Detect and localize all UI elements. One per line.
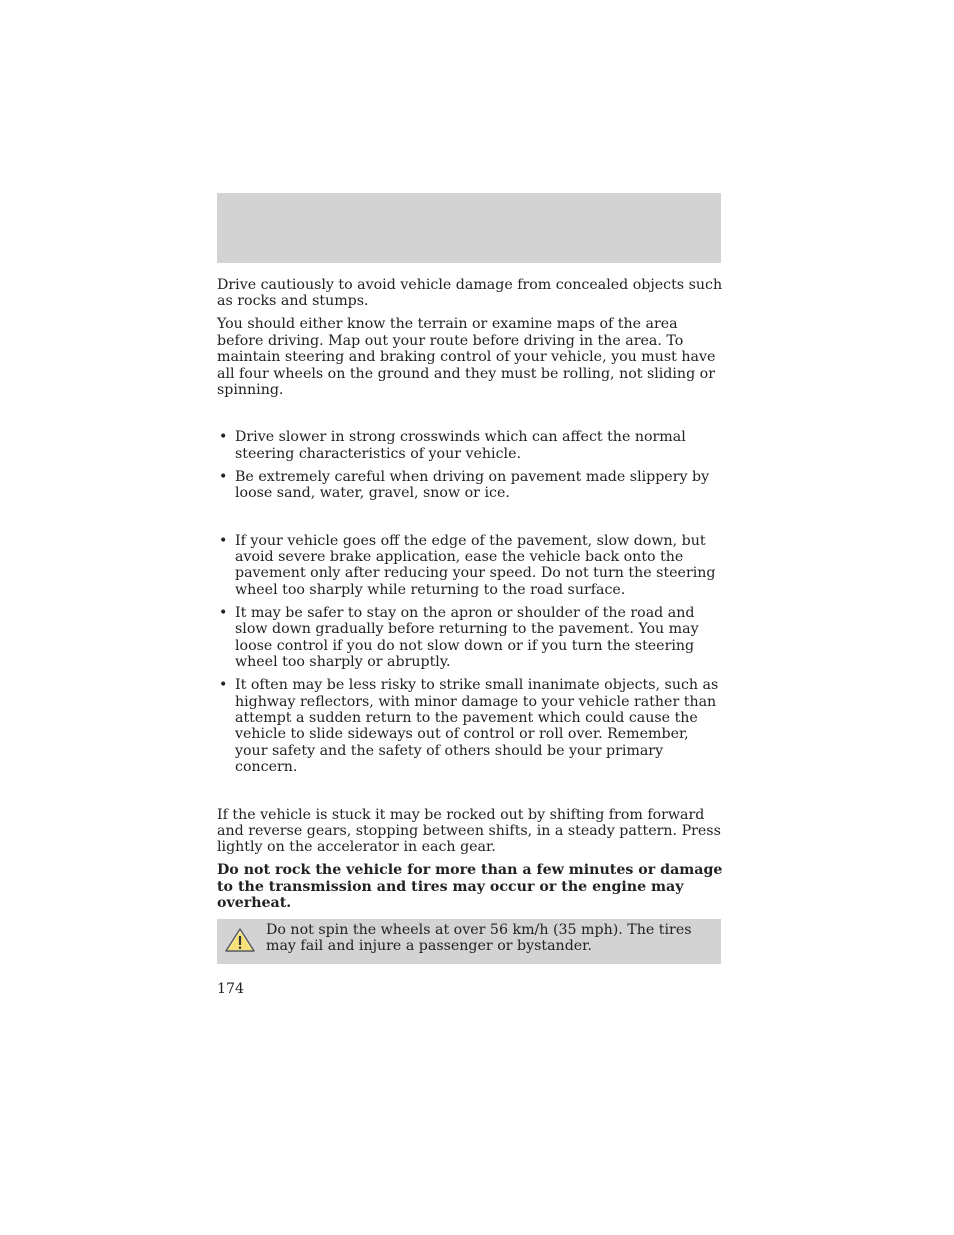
bullet-list — [217, 429, 723, 501]
page-content — [217, 277, 723, 964]
bullet-icon: • — [219, 429, 228, 446]
warning-text: Do not spin the wheels at over 56 km/h (35 mph). The tires may fail and injure a passenger or bystander. — [266, 921, 692, 954]
list-item: • It may be safer to stay on the apron or shoulder of the road and slow down gradually before returning to the pavement. You may loose control if you do not slow down or if you turn the steering wheel too sharply or abruptly. — [219, 604, 699, 671]
list-item: • It often may be less risky to strike small inanimate objects, such as highway reflectors, with minor damage to your vehicle rather than attempt a sudden return to the pavement which could cause the vehicle to slide sideways out of control or roll over. Remember, your safety and the safety of others should be your primary concern. — [219, 677, 719, 776]
stuck-paragraph: If the vehicle is stuck it may be rocked out by shifting from forward and reverse gears, stopping between shifts, in a steady pattern. Press lightly on the accelerator in each gear. — [217, 806, 721, 856]
intro-paragraph: Drive cautiously to avoid vehicle damage from concealed objects such as rocks and stumps. — [217, 277, 723, 310]
list-item: • Drive slower in strong crosswinds which can affect the normal steering characteristics of your vehicle. — [219, 429, 686, 462]
page-number: 174 — [217, 981, 245, 997]
section-header-band — [217, 193, 721, 263]
bullet-icon: • — [219, 604, 228, 621]
warning-triangle-icon — [224, 927, 256, 953]
bullet-list — [217, 533, 723, 776]
bullet-icon: • — [219, 677, 228, 694]
bold-caution-paragraph: Do not rock the vehicle for more than a few minutes or damage to the transmission and tires may occur or the engine may overheat. — [217, 862, 723, 912]
warning-box — [217, 919, 721, 964]
intro-paragraph: You should either know the terrain or examine maps of the area before driving. Map out your route before driving in the area. To maintain steering and braking control of your vehicle, you must have all four wheels on the ground and they must be rolling, not sliding or spinning. — [217, 316, 716, 399]
list-item: • If your vehicle goes off the edge of the pavement, slow down, but avoid severe brake application, ease the vehicle back onto the pavement only after reducing your speed. Do not turn the steering wheel too sharply while returning to the road surface. — [219, 532, 716, 598]
bullet-icon: • — [219, 532, 228, 549]
list-item: • Be extremely careful when driving on pavement made slippery by loose sand, water, gravel, snow or ice. — [219, 468, 710, 502]
bullet-icon: • — [219, 468, 228, 485]
